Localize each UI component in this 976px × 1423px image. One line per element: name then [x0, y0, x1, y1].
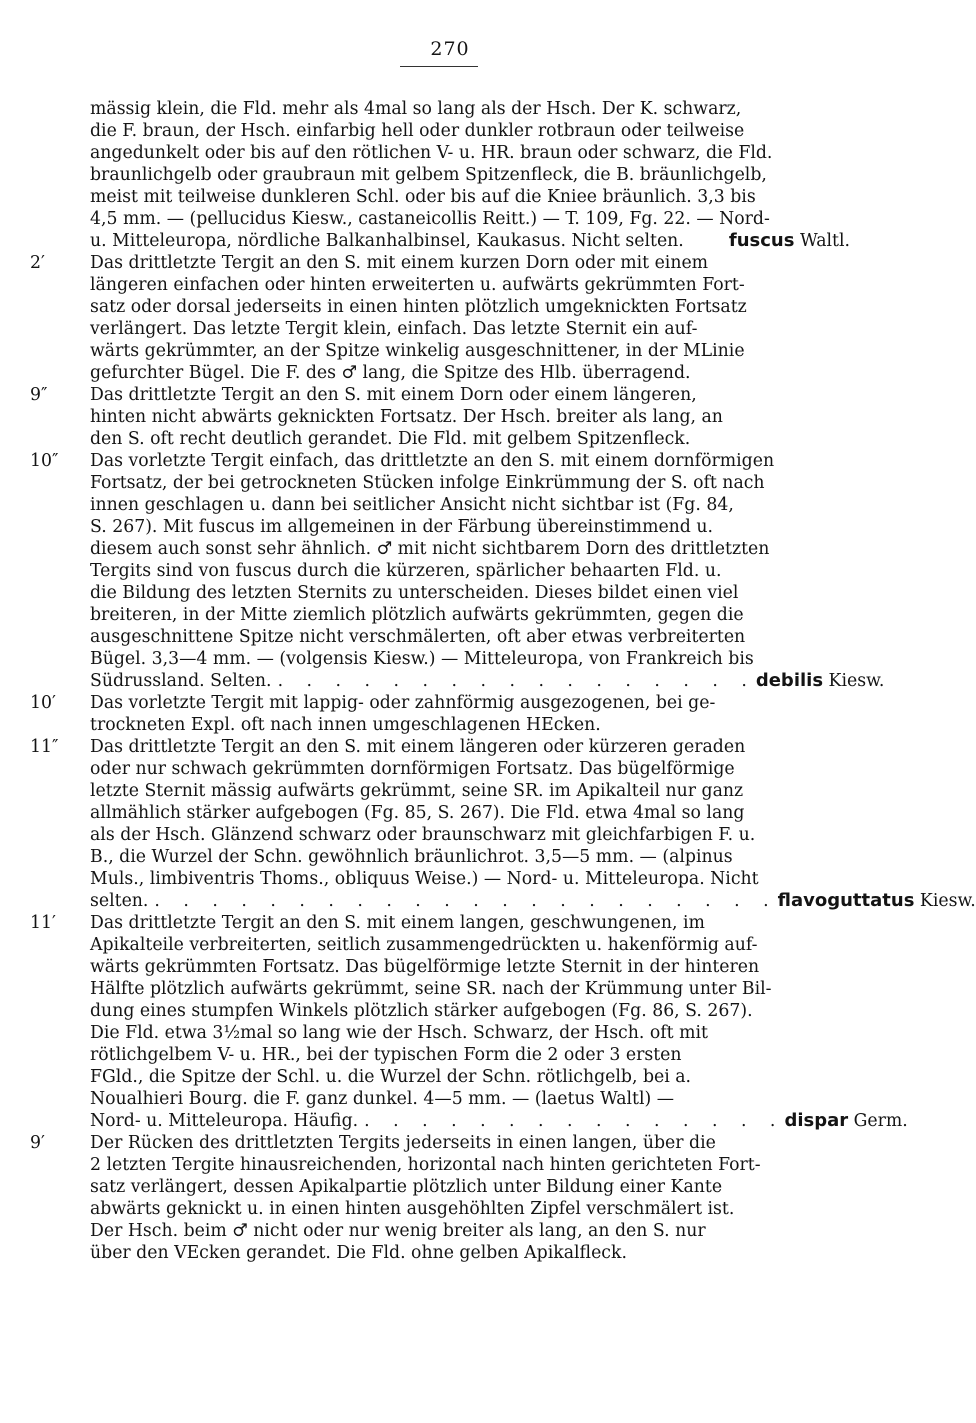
- text-line: 2 letzten Tergite hinausreichenden, horizontal nach hinten gerichteten Fort-: [90, 1155, 761, 1175]
- text-line: allmählich stärker aufgebogen (Fg. 85, S. 267). Die Fld. etwa 4mal so lang: [90, 803, 745, 823]
- text-line: diesem auch sonst sehr ähnlich. ♂ mit nicht sichtbarem Dorn des drittletzten: [90, 539, 770, 559]
- text-line: oder nur schwach gekrümmten dornförmigen Fortsatz. Das bügelförmige: [90, 759, 735, 779]
- text-line: Der Rücken des drittletzten Tergits jederseits in einen langen, über die: [90, 1133, 716, 1153]
- species-entry-dispar: [90, 1110, 908, 1132]
- text-line: dung eines stumpfen Winkels plötzlich stärker aufgebogen (Fg. 86, S. 267).: [90, 1001, 753, 1021]
- species-entry-debilis: [90, 670, 885, 692]
- text-line: hinten nicht abwärts geknickten Fortsatz. Der Hsch. breiter als lang, an: [90, 407, 723, 427]
- species-entry-text: Südrussland. Selten.: [90, 671, 272, 691]
- header-rule: [400, 66, 478, 67]
- text-line: 4,5 mm. — (pellucidus Kiesw., castaneicollis Reitt.) — T. 109, Fg. 22. — Nord-: [90, 209, 770, 229]
- species-entry-flavoguttatus: [90, 890, 976, 912]
- text-line: Das drittletzte Tergit an den S. mit einem Dorn oder einem längeren,: [90, 385, 697, 405]
- text-line: längeren einfachen oder hinten erweiterten u. aufwärts gekrümmten Fort-: [90, 275, 745, 295]
- text-line: letzte Sternit mässig aufwärts gekrümmt, seine SR. im Apikalteil nur ganz: [90, 781, 744, 801]
- text-line: satz verlängert, dessen Apikalpartie plötzlich unter Bildung einer Kante: [90, 1177, 723, 1197]
- leader-dots: . . . . . . . . . . . . . . . . . . . . . .: [154, 891, 778, 911]
- page-number: 270: [430, 38, 470, 60]
- text-line: Fortsatz, der bei getrockneten Stücken infolge Einkrümmung der S. oft nach: [90, 473, 765, 493]
- text-line: Apikalteile verbreiterten, seitlich zusammengedrückten u. hakenförmig auf-: [90, 935, 758, 955]
- species-entry-text: u. Mitteleuropa, nördliche Balkanhalbinsel, Kaukasus. Nicht selten.: [90, 231, 684, 251]
- text-line: Das drittletzte Tergit an den S. mit einem kurzen Dorn oder mit einem: [90, 253, 709, 273]
- couplet-label: 11′: [30, 913, 56, 933]
- couplet-label: 11″: [30, 737, 59, 757]
- species-author: Kiesw.: [919, 891, 976, 911]
- leader-dots: . . . . . . . . . . . . . . . . .: [277, 671, 756, 691]
- text-line: Noualhieri Bourg. die F. ganz dunkel. 4—5 mm. — (laetus Waltl) —: [90, 1089, 675, 1109]
- text-line: meist mit teilweise dunkleren Schl. oder bis auf die Kniee bräunlich. 3,3 bis: [90, 187, 756, 207]
- text-line: breiteren, in der Mitte ziemlich plötzlich aufwärts gekrümmten, gegen die: [90, 605, 744, 625]
- couplet-label: 10″: [30, 451, 59, 471]
- text-line: S. 267). Mit fuscus im allgemeinen in der Färbung übereinstimmend u.: [90, 517, 713, 537]
- text-line: FGld., die Spitze der Schl. u. die Wurzel der Schn. rötlichgelb, bei a.: [90, 1067, 692, 1087]
- text-line: rötlichgelbem V- u. HR., bei der typischen Form die 2 oder 3 ersten: [90, 1045, 682, 1065]
- text-line: ausgeschnittene Spitze nicht verschmälerten, oft aber etwas verbreiterten: [90, 627, 746, 647]
- text-line: verlängert. Das letzte Tergit klein, einfach. Das letzte Sternit ein auf-: [90, 319, 698, 339]
- couplet-label: 9″: [30, 385, 48, 405]
- text-line: angedunkelt oder bis auf den rötlichen V- u. HR. braun oder schwarz, die Fld.: [90, 143, 773, 163]
- text-line: B., die Wurzel der Schn. gewöhnlich bräunlichrot. 3,5—5 mm. — (alpinus: [90, 847, 733, 867]
- text-line: Hälfte plötzlich aufwärts gekrümmt, seine SR. nach der Krümmung unter Bil-: [90, 979, 772, 999]
- text-line: innen geschlagen u. dann bei seitlicher Ansicht nicht sichtbar ist (Fg. 84,: [90, 495, 734, 515]
- text-line: Das drittletzte Tergit an den S. mit einem langen, geschwungenen, im: [90, 913, 705, 933]
- text-line: wärts gekrümmter, an der Spitze winkelig ausgeschnittener, in der MLinie: [90, 341, 745, 361]
- text-line: satz oder dorsal jederseits in einen hinten plötzlich umgeknickten Fortsatz: [90, 297, 747, 317]
- species-author: Kiesw.: [828, 671, 885, 691]
- text-line: Das drittletzte Tergit an den S. mit einem längeren oder kürzeren geraden: [90, 737, 746, 757]
- text-line: Das vorletzte Tergit mit lappig- oder zahnförmig ausgezogenen, bei ge-: [90, 693, 716, 713]
- text-line: Bügel. 3,3—4 mm. — (volgensis Kiesw.) — Mitteleuropa, von Frankreich bis: [90, 649, 754, 669]
- species-name: dispar: [784, 1110, 849, 1131]
- text-line: Die Fld. etwa 3½mal so lang wie der Hsch. Schwarz, der Hsch. oft mit: [90, 1023, 708, 1043]
- species-name: flavoguttatus: [777, 890, 915, 911]
- species-name: debilis: [755, 670, 824, 691]
- text-line: mässig klein, die Fld. mehr als 4mal so lang als der Hsch. Der K. schwarz,: [90, 99, 742, 119]
- species-entry-text: Nord- u. Mitteleuropa. Häufig.: [90, 1111, 359, 1131]
- text-line: braunlichgelb oder graubraun mit gelbem Spitzenfleck, die B. bräunlichgelb,: [90, 165, 767, 185]
- text-line: Tergits sind von fuscus durch die kürzeren, spärlicher behaarten Fld. u.: [90, 561, 722, 581]
- text-line: Muls., limbiventris Thoms., obliquus Weise.) — Nord- u. Mitteleuropa. Nicht: [90, 869, 759, 889]
- text-line: abwärts geknickt u. in einen hinten ausgehöhlten Zipfel verschmälert ist.: [90, 1199, 735, 1219]
- leader-dots: [684, 230, 729, 252]
- text-line: trockneten Expl. oft nach innen umgeschlagenen HEcken.: [90, 715, 601, 735]
- text-line: über den VEcken gerandet. Die Fld. ohne gelben Apikalfleck.: [90, 1243, 627, 1263]
- species-entry-fuscus: [90, 230, 850, 252]
- species-author: Germ.: [853, 1111, 908, 1131]
- species-author: Waltl.: [799, 231, 850, 251]
- text-line: gefurchter Bügel. Die F. des ♂ lang, die Spitze des Hlb. überragend.: [90, 363, 691, 383]
- leader-dots: . . . . . . . . . . . . . . .: [364, 1111, 785, 1131]
- text-line: die F. braun, der Hsch. einfarbig hell oder dunkler rotbraun oder teilweise: [90, 121, 745, 141]
- text-line: als der Hsch. Glänzend schwarz oder braunschwarz mit gleichfarbigen F. u.: [90, 825, 756, 845]
- couplet-label: 9′: [30, 1133, 45, 1153]
- species-name: fuscus: [728, 230, 795, 251]
- text-line: wärts gekrümmten Fortsatz. Das bügelförmige letzte Sternit in der hinteren: [90, 957, 760, 977]
- text-line: Der Hsch. beim ♂ nicht oder nur wenig breiter als lang, an den S. nur: [90, 1221, 706, 1241]
- text-line: Das vorletzte Tergit einfach, das drittletzte an den S. mit einem dornförmigen: [90, 451, 775, 471]
- species-entry-text: selten.: [90, 891, 149, 911]
- text-line: den S. oft recht deutlich gerandet. Die Fld. mit gelbem Spitzenfleck.: [90, 429, 691, 449]
- text-line: die Bildung des letzten Sternits zu unterscheiden. Dieses bildet einen viel: [90, 583, 739, 603]
- couplet-label: 10′: [30, 693, 56, 713]
- couplet-label: 2′: [30, 253, 45, 273]
